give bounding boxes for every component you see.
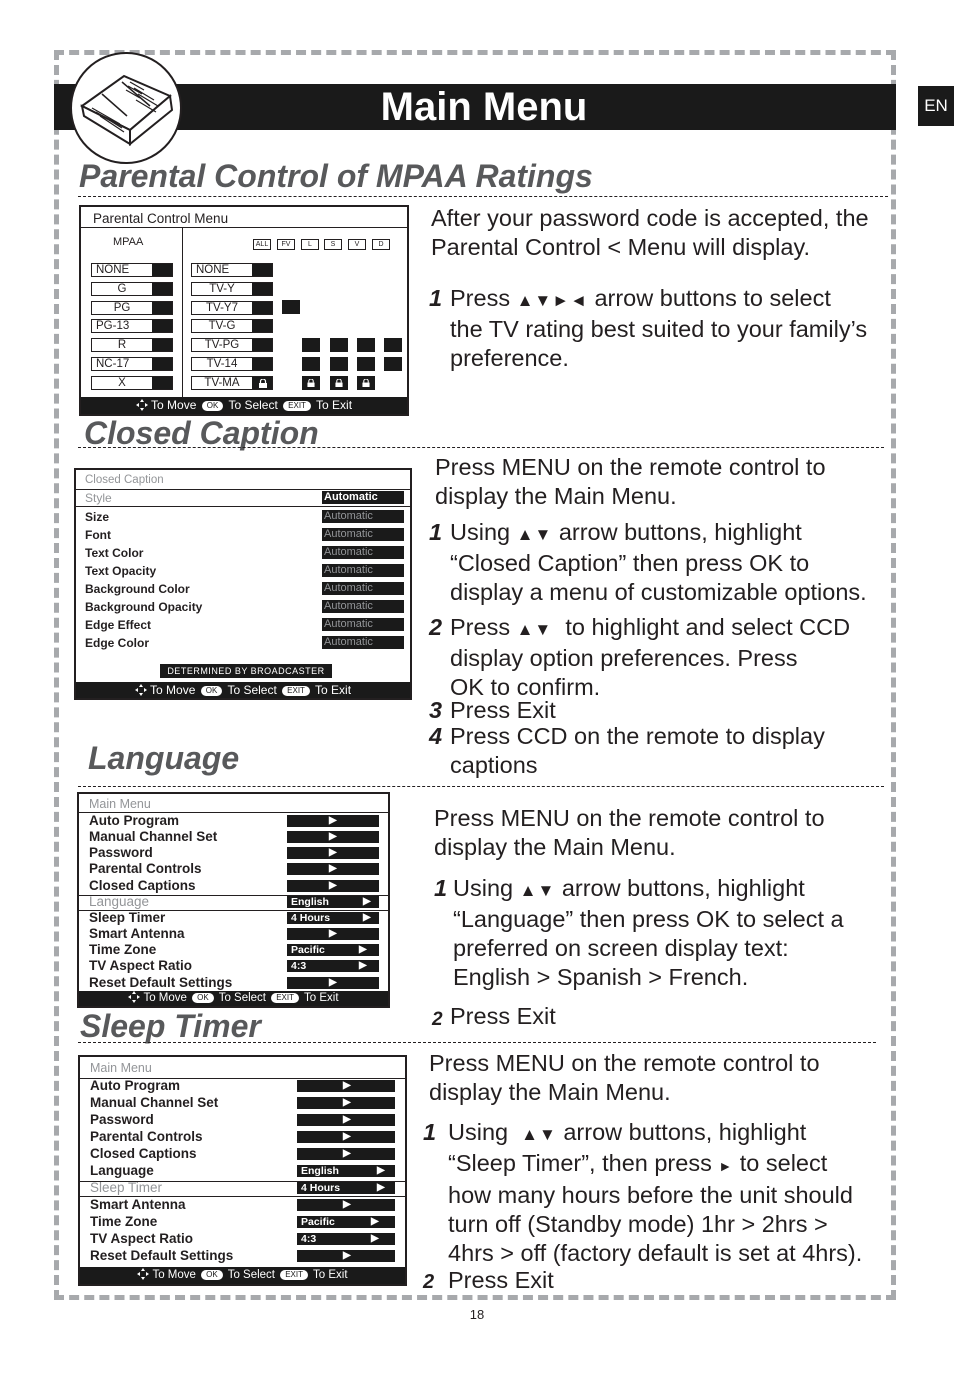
separator [78,196,888,197]
separator [78,447,884,448]
rating-block[interactable] [384,357,402,371]
menu-item-time-zone[interactable]: Time Zone Pacific ▶ [89,942,381,958]
step-text: Using [450,519,511,545]
tv-rating-option[interactable]: TV-Y7 [191,301,273,315]
book-icon [70,52,182,164]
step-text: OK to confirm. [450,674,601,700]
play-arrow-icon: ▶ [329,977,337,988]
parental-control-menu [79,205,409,416]
menu-item-tv-aspect-ratio[interactable]: TV Aspect Ratio 4:3 ▶ [90,1231,397,1247]
play-arrow-icon: ▶ [329,863,337,874]
mpaa-option[interactable]: PG [91,301,173,315]
cc-heading: Closed Caption [84,415,319,451]
tv-rating-option[interactable]: TV-MA [191,376,273,390]
play-arrow-icon: ▶ [329,847,337,858]
step-text: 4hrs > off (factory default is set at 4hrs). [448,1240,863,1266]
cc-option-edge-effect[interactable]: Edge Effect Automatic [85,617,403,633]
step-text: Using [453,875,514,901]
step-text: display option preferences. Press [450,645,798,671]
rating-block[interactable] [282,300,300,314]
menu-item-tv-aspect-ratio[interactable]: TV Aspect Ratio 4:3 ▶ [89,958,381,974]
separator [78,786,884,787]
step-text: arrow buttons to select [594,285,831,311]
play-arrow-icon: ▶ [343,1199,351,1210]
language-intro: Press MENU on the remote control to display the Main Menu. [434,805,825,860]
sleep-timer-heading: Sleep Timer [80,1008,261,1044]
step-text: Press [450,285,511,311]
tv-rating-option[interactable]: TV-Y [191,282,273,296]
menu-item-sleep-timer[interactable]: Sleep Timer 4 Hours ▶ [89,910,381,926]
play-arrow-icon: ▶ [343,1250,351,1261]
lock-icon [306,379,316,387]
play-arrow-icon: ▶ [377,1165,385,1176]
step-text: “Sleep Timer”, then press [448,1150,712,1176]
arrow-keys-icon: ▲▼ [516,525,553,544]
play-arrow-icon: ▶ [343,1114,351,1125]
main-menu-sleep-timer [78,1055,407,1286]
step-text: captions [450,752,538,778]
tv-rating-option[interactable]: TV-PG [191,338,273,352]
ok-key: OK [192,993,214,1003]
step-text: Press Exit [448,1267,554,1293]
play-arrow-icon: ▶ [329,831,337,842]
step-text: Using [448,1119,509,1145]
menu-item-smart-antenna[interactable]: Smart Antenna ▶ [90,1197,397,1213]
mpaa-option[interactable]: PG-13 [91,319,173,333]
rating-block-locked[interactable] [357,376,375,390]
step-text: how many hours before the unit should [448,1182,853,1208]
menu-item-parental-controls[interactable]: Parental Controls ▶ [90,1129,397,1145]
menu-title: Main Menu [89,797,151,811]
lock-icon [361,379,371,387]
menu-footer: To Move OK To Select EXIT To Exit [79,991,388,1006]
mpaa-option[interactable]: NC-17 [91,357,173,371]
play-arrow-icon: ▶ [329,928,337,939]
exit-key: EXIT [283,401,311,411]
play-arrow-icon: ▶ [377,1182,385,1193]
move-arrows-icon [128,991,140,1003]
step-text: to select [739,1150,828,1176]
ok-key: OK [201,1270,223,1280]
menu-item-password[interactable]: Password ▶ [89,845,381,861]
language-step-2 [432,1002,732,1032]
menu-item-manual-channel-set[interactable]: Manual Channel Set ▶ [89,829,381,845]
mpaa-option[interactable]: X [91,376,173,390]
cc-option-text-opacity[interactable]: Text Opacity Automatic [85,563,403,579]
step-text: Press CCD on the remote to display [450,723,825,749]
arrow-keys-icon: ▲▼►◄ [516,291,588,310]
cc-option-size[interactable]: Size Automatic [85,509,403,525]
step-number: 3 [429,697,443,723]
rating-block[interactable] [302,357,320,371]
arrow-keys-icon: ▲▼ [516,620,553,639]
menu-item-reset-default-settings[interactable]: Reset Default Settings ▶ [89,975,381,991]
play-arrow-icon: ▶ [371,1216,379,1227]
ok-key: OK [201,686,223,696]
tv-rating-option[interactable]: TV-G [191,319,273,333]
play-arrow-icon: ▶ [329,815,337,826]
cc-option-edge-color[interactable]: Edge Color Automatic [85,635,403,651]
rating-block-locked[interactable] [302,376,320,390]
exit-key: EXIT [280,1270,308,1280]
menu-title: Closed Caption [85,474,164,486]
determined-by-broadcaster-label: DETERMINED BY BROADCASTER [160,664,332,678]
ok-key: OK [202,401,224,411]
menu-item-closed-captions[interactable]: Closed Captions ▶ [89,878,381,894]
step-text: to highlight and select CCD [565,614,851,640]
menu-footer: To Move OK To Select EXIT To Exit [81,397,407,414]
tv-rating-option[interactable]: NONE [191,263,273,277]
content-tag[interactable]: D [372,239,390,250]
menu-footer: To Move OK To Select EXIT To Exit [80,1267,405,1284]
separator [78,1042,876,1043]
step-number: 1 [423,1119,437,1145]
step-text: arrow buttons, highlight [563,1119,807,1145]
exit-key: EXIT [271,993,299,1003]
rating-block[interactable] [384,338,402,352]
menu-item-language[interactable]: Language English ▶ [89,894,381,910]
content-tag[interactable]: V [348,239,366,250]
step-text: arrow buttons, highlight [561,875,805,901]
language-heading: Language [88,740,240,776]
step-text: turn off (Standby mode) 1hr > 2hrs > [448,1211,828,1237]
menu-item-password[interactable]: Password ▶ [90,1112,397,1128]
arrow-keys-icon: ▲▼ [521,1125,557,1144]
menu-title: Parental Control Menu [93,211,229,226]
rating-block[interactable] [302,338,320,352]
exit-key: EXIT [282,686,310,696]
menu-footer: To Move OK To Select EXIT To Exit [76,682,410,698]
step-text: “Language” then press OK to select a [453,906,844,932]
menu-item-smart-antenna[interactable]: Smart Antenna ▶ [89,926,381,942]
sleep-step-2 [423,1266,723,1296]
step-text: display a menu of customizable options. [450,579,867,605]
parental-heading: Parental Control of MPAA Ratings [79,158,593,194]
parental-step-1 [429,284,889,374]
step-text: Press Exit [450,1003,556,1029]
step-text: “Closed Caption” then press OK to [450,550,810,576]
play-arrow-icon: ▶ [359,960,367,971]
cc-step-1 [429,518,889,608]
play-arrow-icon: ▶ [343,1131,351,1142]
step-number: 2 [432,1009,443,1030]
language-badge: EN [918,86,954,126]
step-text: the TV rating best suited to your family’s [450,316,868,342]
lock-icon [258,379,268,388]
menu-item-language[interactable]: Language English ▶ [90,1163,397,1179]
content-tag[interactable]: L [301,239,319,250]
language-step-1 [434,874,884,994]
cc-step-2 [429,613,889,703]
mpaa-option[interactable]: G [91,282,173,296]
step-number: 1 [429,285,443,311]
menu-item-reset-default-settings[interactable]: Reset Default Settings ▶ [90,1248,397,1264]
page-number: 18 [469,1307,485,1322]
lock-icon [334,379,344,387]
closed-caption-menu [74,468,412,700]
play-arrow-icon: ▶ [359,944,367,955]
rating-block[interactable] [330,357,348,371]
main-menu-language [77,792,390,1008]
cc-option-background-color[interactable]: Background Color Automatic [85,581,403,597]
rating-block[interactable] [357,338,375,352]
mpaa-option[interactable]: NONE [91,263,173,277]
cc-step-4 [429,722,889,782]
cc-option-style[interactable]: Style Automatic [85,490,403,506]
rating-block[interactable] [330,338,348,352]
menu-item-auto-program[interactable]: Auto Program ▶ [90,1078,397,1094]
tv-rating-option[interactable]: TV-14 [191,357,273,371]
parental-intro: After your password code is accepted, the Parental Control < Menu will display. [431,205,869,260]
play-arrow-icon: ▶ [343,1148,351,1159]
play-arrow-icon: ▶ [371,1233,379,1244]
sleep-intro: Press MENU on the remote control to display the Main Menu. [429,1050,820,1105]
play-arrow-icon: ▶ [363,896,371,907]
step-text: preferred on screen display text: [453,935,789,961]
rating-block[interactable] [357,357,375,371]
mpaa-option[interactable]: R [91,338,173,352]
move-arrows-icon [135,684,147,696]
menu-item-auto-program[interactable]: Auto Program ▶ [89,813,381,829]
menu-item-closed-captions[interactable]: Closed Captions ▶ [90,1146,397,1162]
step-number: 2 [429,614,443,640]
sleep-step-1 [423,1118,893,1268]
page-title: Main Menu [380,85,588,129]
step-text: Press [450,614,511,640]
move-arrows-icon [136,399,148,411]
content-tag[interactable]: S [324,239,342,250]
play-arrow-icon: ▶ [343,1080,351,1091]
content-tag[interactable]: ALL [253,239,271,250]
step-text: arrow buttons, highlight [558,519,802,545]
menu-item-parental-controls[interactable]: Parental Controls ▶ [89,861,381,877]
step-number: 4 [429,723,443,749]
menu-item-time-zone[interactable]: Time Zone Pacific ▶ [90,1214,397,1230]
step-number: 1 [429,519,443,545]
menu-title: Main Menu [90,1061,152,1075]
rating-block-locked[interactable] [330,376,348,390]
play-arrow-icon: ▶ [329,880,337,891]
step-text: English > Spanish > French. [453,964,749,990]
arrow-keys-icon: ▲▼ [519,881,556,900]
step-number: 1 [434,875,448,901]
play-arrow-icon: ▶ [343,1097,351,1108]
step-text: preference. [450,345,569,371]
content-tag[interactable]: FV [277,239,295,250]
move-arrows-icon [137,1268,149,1280]
menu-item-manual-channel-set[interactable]: Manual Channel Set ▶ [90,1095,397,1111]
cc-option-text-color[interactable]: Text Color Automatic [85,545,403,561]
cc-option-background-opacity[interactable]: Background Opacity Automatic [85,599,403,615]
cc-intro: Press MENU on the remote control to display the Main Menu. [435,454,826,509]
play-arrow-icon: ▶ [363,912,371,923]
step-text: Press Exit [450,697,556,723]
step-number: 2 [423,1271,435,1293]
right-arrow-icon: ► [718,1158,734,1174]
mpaa-label: MPAA [113,236,144,248]
cc-option-font[interactable]: Font Automatic [85,527,403,543]
menu-item-sleep-timer[interactable]: Sleep Timer 4 Hours ▶ [90,1180,397,1196]
